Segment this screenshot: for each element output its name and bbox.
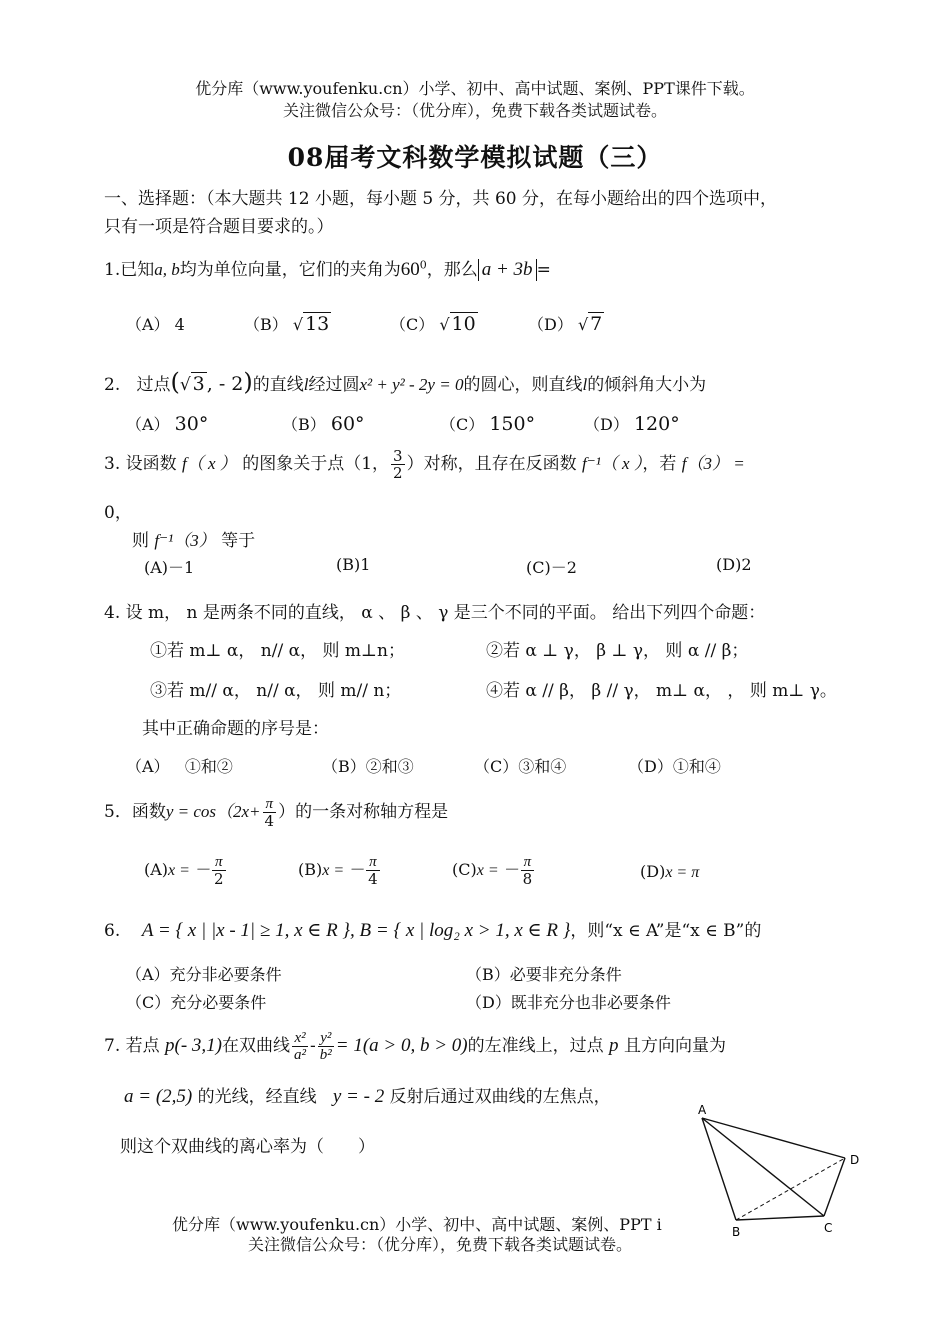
q2-option-a: （A） 30° bbox=[126, 413, 209, 435]
q2-option-c: （C） 150° bbox=[440, 413, 536, 435]
q3-line-2: 0， bbox=[104, 503, 132, 523]
q2-option-d: （D） 120° bbox=[584, 413, 680, 435]
q5-option-a: (A)x = － $\frac{\pi}{2}$ bbox=[144, 854, 224, 888]
q6-option-a: （A）充分非必要条件 bbox=[126, 965, 282, 984]
q4-proposition-2: ②若 α ⊥ γ， β ⊥ γ， 则 α // β； bbox=[486, 641, 749, 661]
edge-ab bbox=[702, 1118, 736, 1220]
q5-option-b: (B)x = － $\frac{\pi}{4}$ bbox=[298, 854, 378, 888]
q4-option-c: （C）③和④ bbox=[474, 757, 567, 776]
q5-option-d: (D)x = π bbox=[640, 862, 700, 881]
footer-line-2: 关注微信公众号：（优分库），免费下载各类试题试卷。 bbox=[248, 1235, 633, 1254]
q1-eq: = bbox=[536, 260, 551, 280]
page-title: 08届考文科数学模拟试题（三） bbox=[287, 143, 663, 172]
q1-angle: 60 bbox=[400, 259, 420, 280]
q1-option-d: （D） √ 7 bbox=[528, 313, 603, 335]
q3-option-c: (C)－2 bbox=[526, 558, 577, 577]
label-d: D bbox=[850, 1153, 860, 1167]
q3-option-d: (D)2 bbox=[716, 555, 752, 574]
edge-bc bbox=[736, 1216, 824, 1220]
q2-option-b: （B） 60° bbox=[282, 413, 365, 435]
section-line-2: 只有一项是符合题目要求的。） bbox=[104, 217, 334, 237]
geometry-figure bbox=[690, 1096, 890, 1246]
q1-option-a: （A） 4 bbox=[126, 315, 185, 334]
question-5: 5．函数y = cos（2x+ $\frac{\pi}{4}$ ）的一条对称轴方程是 bbox=[104, 796, 449, 830]
question-4: 4. 设 m， n 是两条不同的直线， α 、 β 、 γ 是三个不同的平面。 给出下列四个命题： bbox=[104, 603, 766, 623]
q1-deg: 0 bbox=[419, 258, 427, 272]
question-7: 7. 若点 p(- 3,1)在双曲线 $\frac{\text{x²}}{\text{a²}}$ - $\frac{\text{y²}}{\text{b²}}$ = 1(a > 0, b > 0)的左准线上，过点 p 且方向向量为 bbox=[104, 1030, 726, 1063]
q3-line-3: 则 f⁻¹（3） 等于 bbox=[132, 531, 256, 551]
q3-option-a: (A)－1 bbox=[144, 558, 195, 577]
q1-mid: 均为单位向量，它们的夹角为 bbox=[179, 260, 401, 280]
header-line-1: 优分库（www.youfenku.cn）小学、初中、高中试题、案例、PPT课件下载。 bbox=[195, 79, 755, 98]
question-3: 3. 设函数 f（ x ） 的图象关于点（1， $\frac{3}{2}$ ）对称，且存在反函数 f⁻¹（ x ），若 f（3） = bbox=[104, 447, 745, 482]
header-line-2: 关注微信公众号：（优分库），免费下载各类试题试卷。 bbox=[282, 101, 667, 120]
q1-pre: 1.已知 bbox=[104, 260, 155, 280]
q7-line-2: a = (2,5) 的光线，经直线 y = - 2 反射后通过双曲线的左焦点， bbox=[124, 1086, 611, 1107]
q6-option-b: （B）必要非充分条件 bbox=[466, 965, 622, 984]
q1-expr: a + 3b bbox=[478, 259, 537, 281]
q4-option-a: （A） ①和② bbox=[126, 757, 233, 776]
edge-ac bbox=[702, 1118, 824, 1216]
question-2: 2. 过点(√ 3 , - 2)的直线l经过圆x² + y² - 2y = 0的圆心，则直线l的倾斜角大小为 bbox=[104, 368, 707, 396]
q6-option-d: （D）既非充分也非必要条件 bbox=[466, 993, 671, 1012]
q4-option-b: （B）②和③ bbox=[322, 757, 414, 776]
question-6: 6. A = { x | |x - 1| ≥ 1, x ∈ R }, B = { x | log₂ x > 1, x ∈ R }，则“x ∈ A”是“x ∈ B”的 bbox=[104, 920, 762, 941]
edge-ad bbox=[702, 1118, 845, 1158]
label-b: B bbox=[732, 1225, 741, 1239]
q4-option-d: （D）①和④ bbox=[628, 757, 721, 776]
q4-proposition-3: ③若 m// α， n// α， 则 m// n； bbox=[150, 681, 402, 701]
q6-option-c: （C）充分必要条件 bbox=[126, 993, 267, 1012]
label-a: A bbox=[698, 1103, 707, 1117]
section-line-1: 一、选择题：（本大题共 12 小题，每小题 5 分，共 60 分，在每小题给出的四个选项中， bbox=[104, 189, 778, 209]
edge-cd bbox=[824, 1158, 845, 1216]
q3-option-b: (B)1 bbox=[336, 555, 371, 574]
q1-option-c: （C） √ 10 bbox=[390, 313, 476, 335]
label-c: C bbox=[824, 1221, 833, 1235]
q1-post: ，那么 bbox=[426, 260, 478, 280]
q1-option-b: （B） √ 13 bbox=[244, 313, 330, 335]
q7-line-3: 则这个双曲线的离心率为（ ） bbox=[120, 1137, 375, 1157]
q5-option-c: (C)x = － $\frac{\pi}{8}$ bbox=[452, 854, 533, 888]
question-1 bbox=[104, 255, 551, 281]
q4-ask: 其中正确命题的序号是： bbox=[142, 719, 329, 739]
footer-line-1: 优分库（www.youfenku.cn）小学、初中、高中试题、案例、PPT i bbox=[172, 1215, 662, 1234]
q1-vars: a, b bbox=[154, 260, 180, 279]
q4-proposition-4: ④若 α // β， β // γ， m⊥ α， ， 则 m⊥ γ。 bbox=[486, 681, 837, 701]
q4-proposition-1: ①若 m⊥ α， n// α， 则 m⊥n； bbox=[150, 641, 405, 661]
